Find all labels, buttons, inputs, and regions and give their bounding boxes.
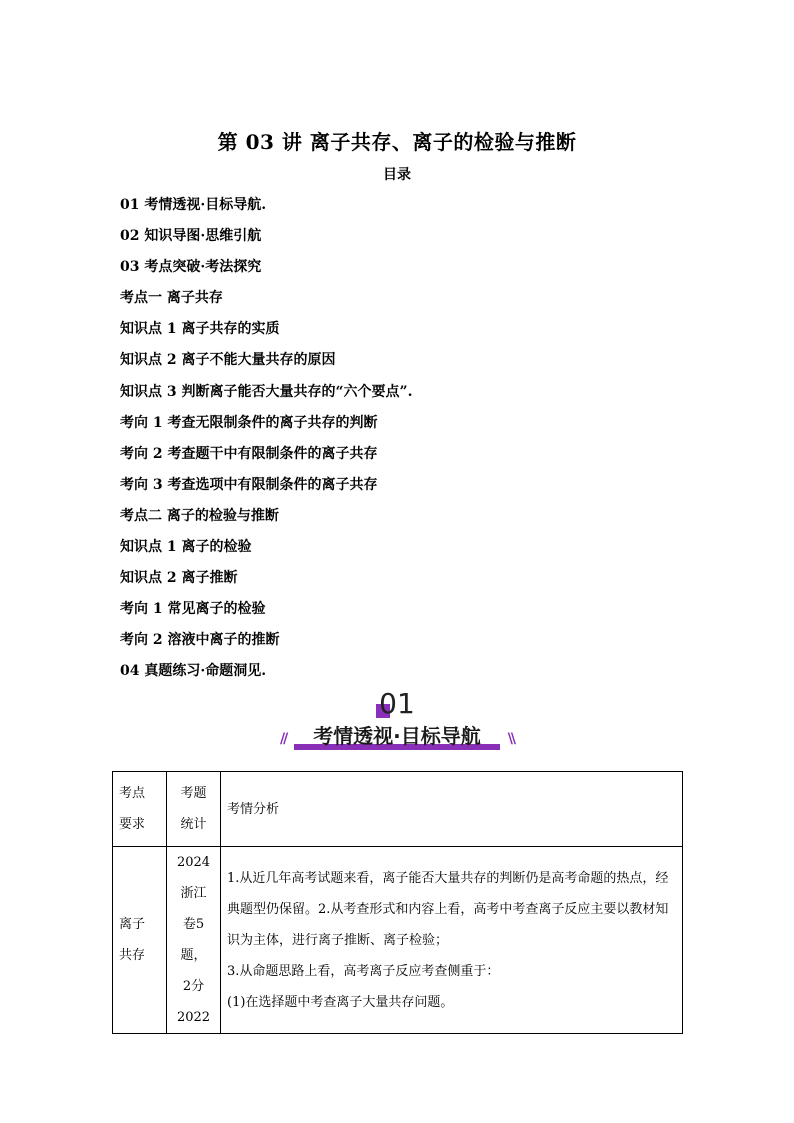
- cell-topic: 离子 共存: [113, 847, 167, 1034]
- toc-item[interactable]: 知识点 3 判断离子能否大量共存的“六个要点”.: [120, 383, 413, 400]
- toc-item[interactable]: 考向 1 考查无限制条件的离子共存的判断: [120, 414, 378, 431]
- toc-item[interactable]: 考向 2 考查题干中有限制条件的离子共存: [120, 445, 378, 462]
- cell-stats: 2024 浙江 卷5题， 2分 2022: [167, 847, 221, 1034]
- toc-item[interactable]: 考点一 离子共存: [120, 290, 223, 307]
- analysis-paragraph: 1.从近几年高考试题来看，离子能否大量共存的判断仍是高考命题的热点，经典题型仍保留。2.从考查形式和内容上看，高考中考查离子反应主要以教材知识为主体，进行离子推断、离子检验；: [227, 870, 669, 948]
- toc-heading: 目录: [383, 167, 411, 183]
- analysis-paragraph: (1)在选择题中考查离子大量共存问题。: [227, 994, 454, 1010]
- page-title: 第 03 讲 离子共存、离子的检验与推断: [217, 130, 577, 154]
- toc-item[interactable]: 考向 2 溶液中离子的推断: [120, 632, 280, 649]
- toc-item[interactable]: 04 真题练习·命题洞见.: [120, 663, 267, 680]
- table-row: [113, 847, 683, 1034]
- toc-item[interactable]: 01 考情透视·目标导航.: [120, 197, 267, 213]
- banner-slash-right-icon: \\: [507, 731, 514, 747]
- toc-item[interactable]: 知识点 1 离子的检验: [120, 539, 252, 556]
- header-analysis: 考情分析: [221, 772, 683, 847]
- toc-item[interactable]: 考向 1 常见离子的检验: [120, 601, 266, 618]
- banner-number: 01: [379, 687, 415, 720]
- toc-item[interactable]: 考向 3 考查选项中有限制条件的离子共存: [120, 476, 378, 493]
- toc-item[interactable]: 知识点 2 离子推断: [120, 570, 238, 587]
- banner-slash-left-icon: //: [280, 731, 287, 747]
- table-of-contents: [120, 194, 680, 692]
- header-topic: 考点 要求: [113, 772, 167, 847]
- banner-title: 考情透视·目标导航: [313, 724, 481, 748]
- toc-item[interactable]: 考点二 离子的检验与推断: [120, 507, 279, 524]
- exam-analysis-table: [112, 771, 683, 1034]
- header-stats: 考题 统计: [167, 772, 221, 847]
- toc-item[interactable]: 02 知识导图·思维引航: [120, 228, 262, 245]
- toc-item[interactable]: 知识点 1 离子共存的实质: [120, 321, 280, 338]
- section-banner: [270, 686, 524, 756]
- toc-item[interactable]: 知识点 2 离子不能大量共存的原因: [120, 352, 336, 369]
- analysis-paragraph: 3.从命题思路上看，高考离子反应考查侧重于：: [227, 963, 500, 979]
- table-header-row: [113, 772, 683, 847]
- cell-analysis: [221, 847, 683, 1034]
- toc-item[interactable]: 03 考点突破·考法探究: [120, 259, 262, 276]
